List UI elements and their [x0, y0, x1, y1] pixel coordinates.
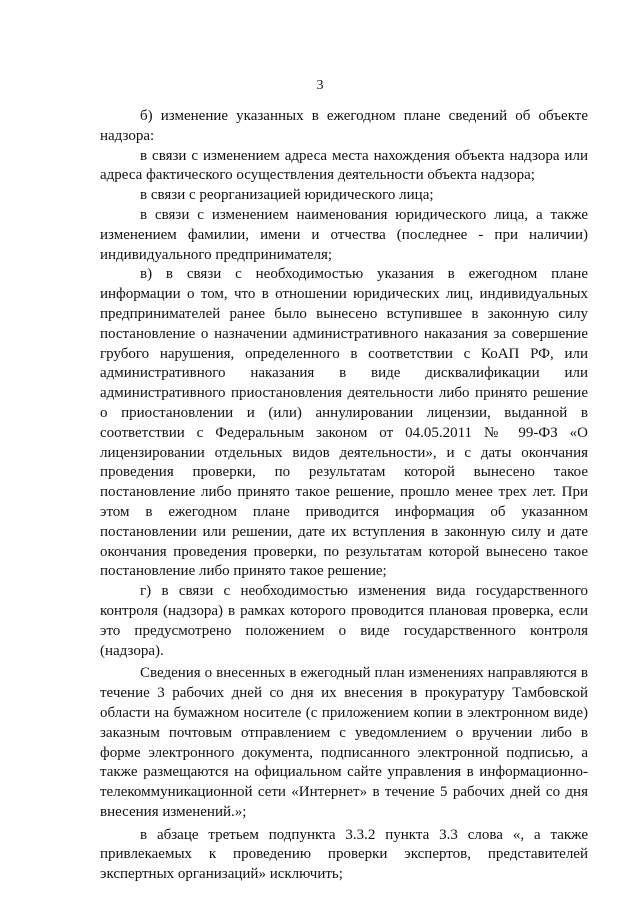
paragraph-changes-info: Сведения о внесенных в ежегодный план изменениях направляются в течение 3 рабочих дней со дня их внесения в прокуратуру Тамбовской области на бумажном носителе (с приложением копии в электронном виде) заказным почтовым отправлением с уведомлением о вручении либо в форме электронного документа, подписанного электронной подписью, а также размещаются на официальном сайте управления в информационно-телекоммуникационной сети «Интернет» в течение 5 рабочих дней со дня внесения изменений.»; [100, 665, 588, 820]
paragraph-address-change: в связи с изменением адреса места нахождения объекта надзора или адреса фактического осуществления деятельности объекта надзора; [100, 147, 588, 184]
paragraph-v: в) в связи с необходимостью указания в ежегодном плане информации о том, что в отношении юридических лиц, индивидуальных предпринимателей ранее было вынесено вступившее в законную силу постановление о назначении административного наказания за совершение грубого нарушения, определенного в соответствии с КоАП РФ, или административного наказания в виде дисквалификации или административного приостановления деятельности либо принято решение о приостановлении и (или) аннулировании лицензии, выданной в соответствии с Федеральным законом от 04.05.2011 № 99-ФЗ «О лицензировании отдельных видов деятельности», и с даты окончания проведения проверки, по результатам которой вынесено такое постановление либо принято такое решение, прошло менее трех лет. При этом в ежегодном плане приводится информация об указанном постановлении или решении, дате их вступления в законную силу и дате окончания проведения проверки, по результатам которой вынесено такое постановление либо принято такое решение; [100, 266, 588, 580]
paragraph-reorganization: в связи с реорганизацией юридического лица; [140, 187, 434, 204]
paragraph-b: б) изменение указанных в ежегодном плане сведений об объекте надзора: [100, 108, 588, 144]
paragraph-g: г) в связи с необходимостью изменения вида государственного контроля (надзора) в рамках которого проводится плановая проверка, если это предусмотрено положением о виде государственного контроля (надзора). [100, 583, 588, 659]
paragraph-subclause-3-3-2: в абзаце третьем подпункта 3.3.2 пункта 3.3 слова «, а также привлекаемых к проведению проверки экспертов, представителей экспертных организаций» исключить; [100, 826, 588, 883]
paragraph-name-change: в связи с изменением наименования юридического лица, а также изменением фамилии, имени и отчества (последнее - при наличии) индивидуального предпринимателя; [100, 206, 588, 263]
page-number: 3 [316, 78, 324, 93]
document-body [100, 107, 588, 885]
